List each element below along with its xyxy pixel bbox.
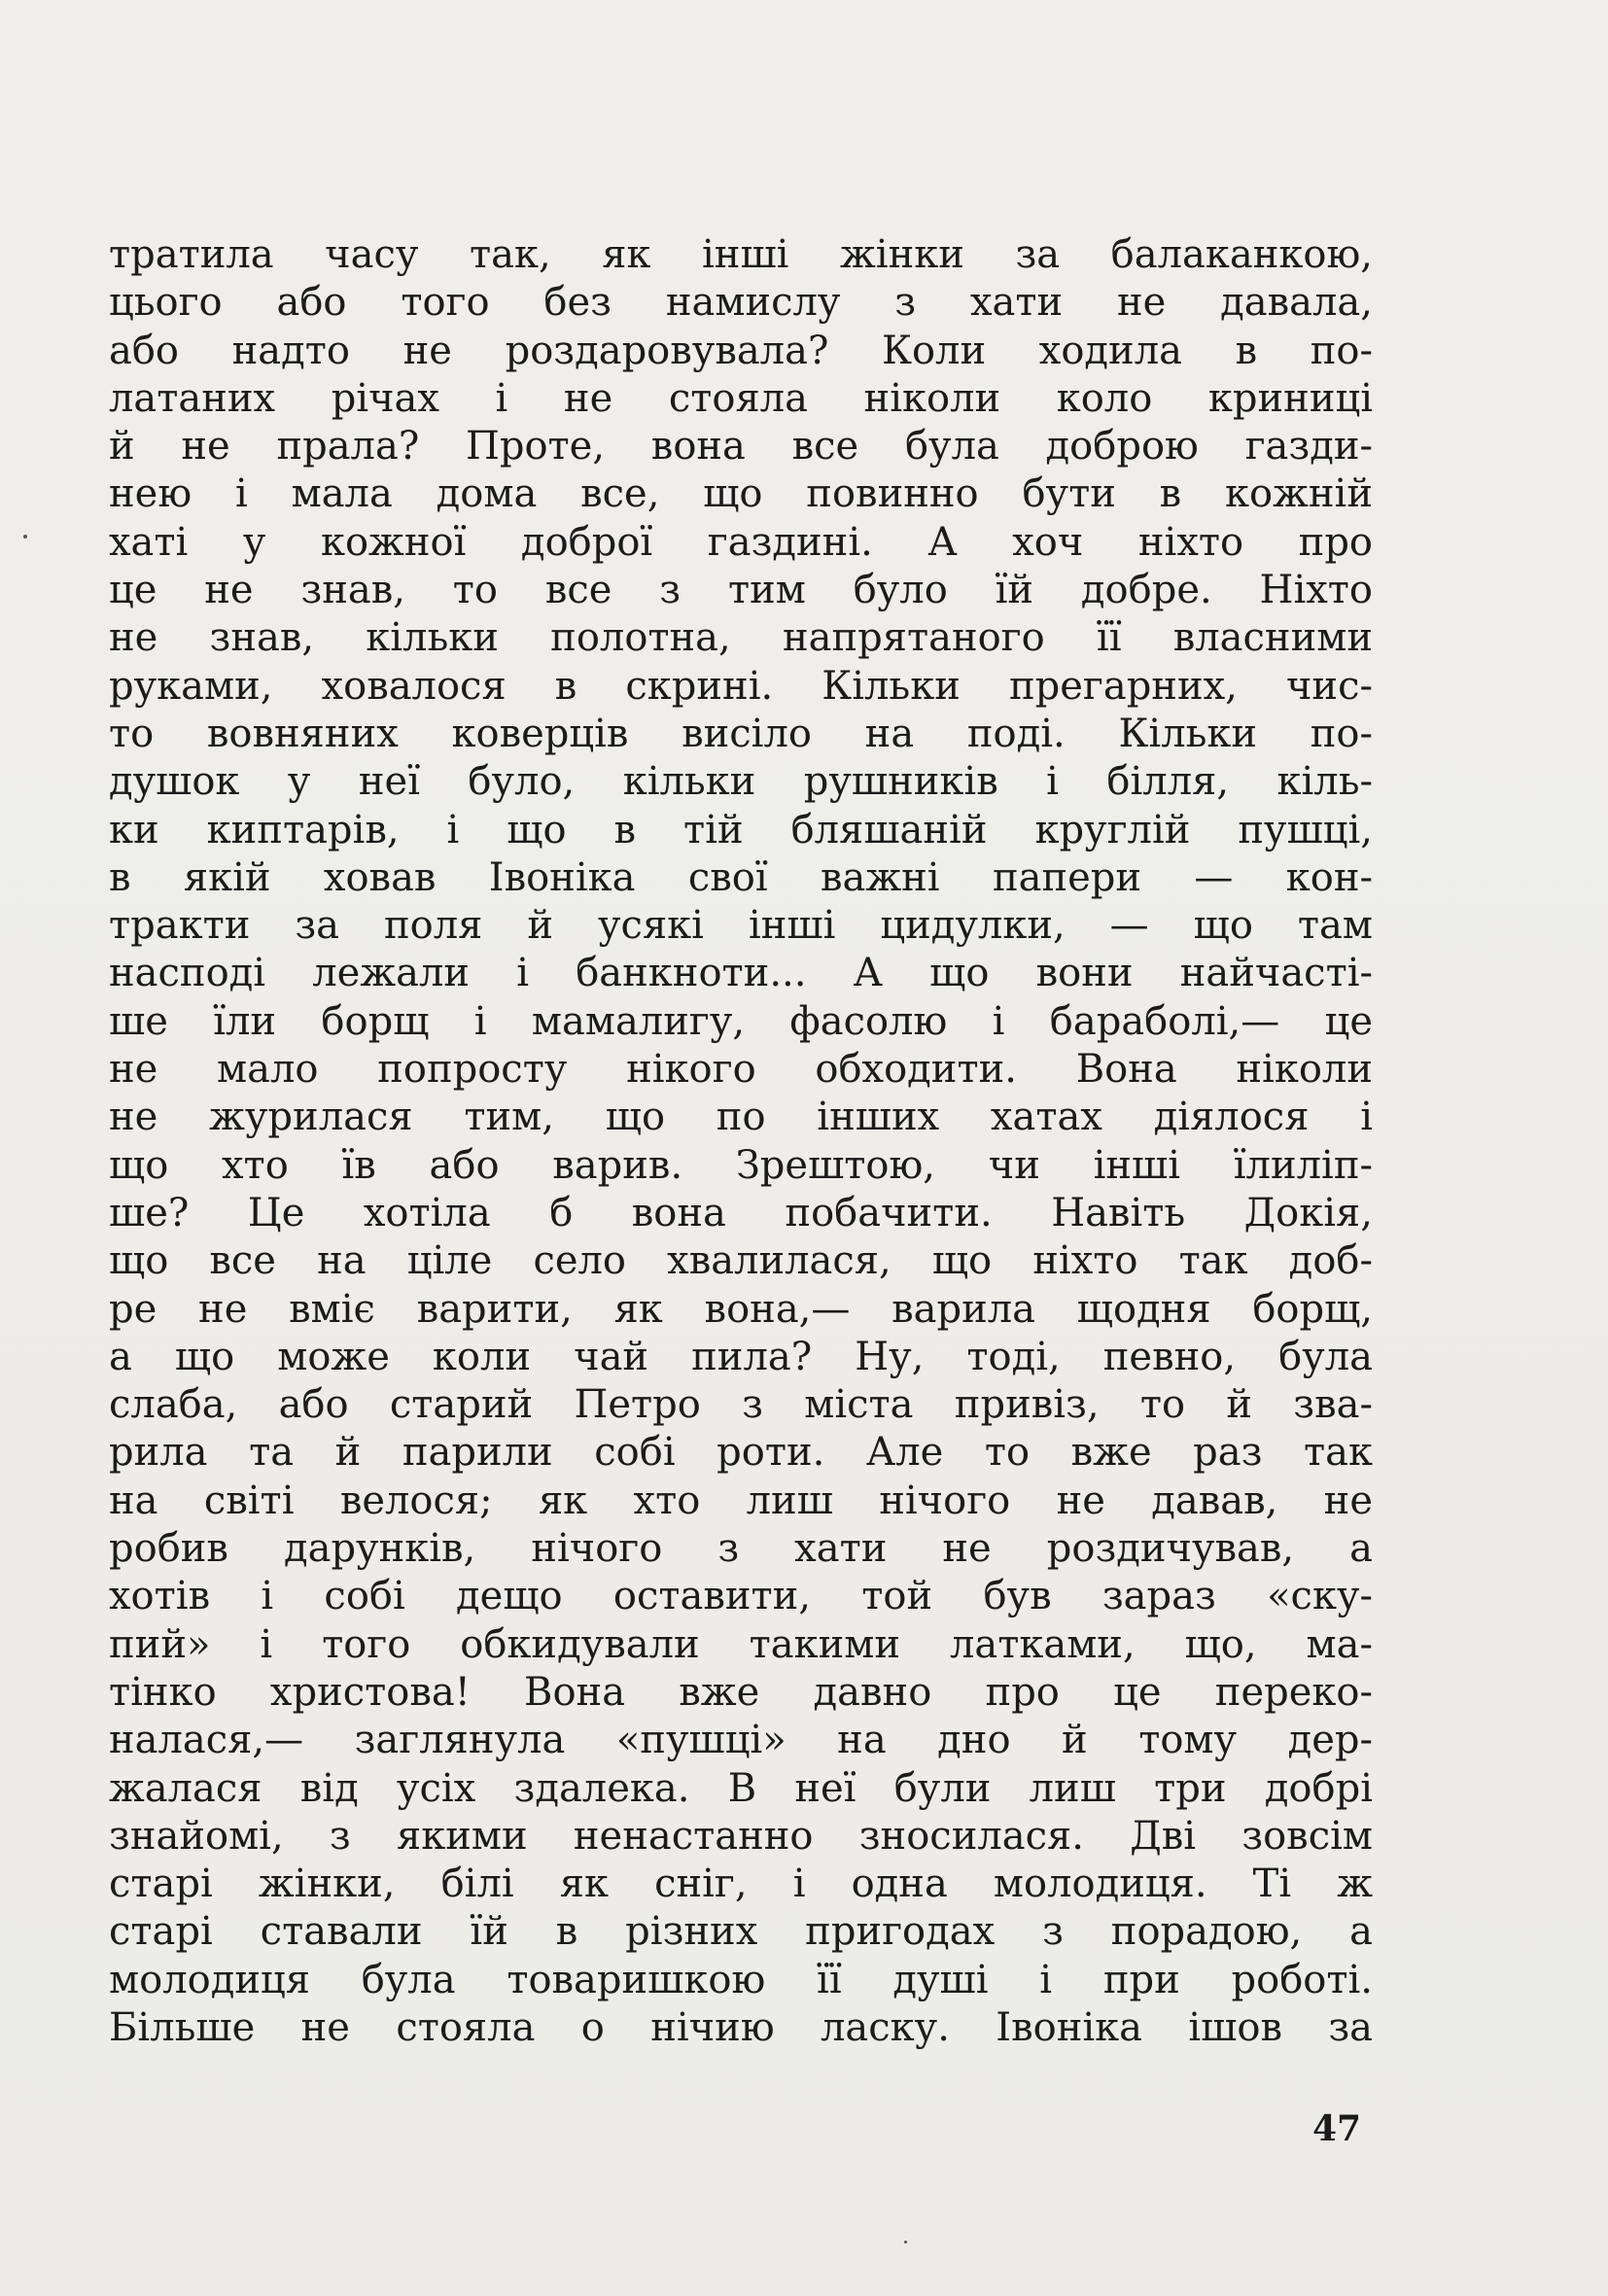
text-line: це не знав, то все з тим було їй добре. Ніхто	[109, 568, 1373, 613]
text-line: насподі лежали і банкноти... А що вони найчасті-	[109, 951, 1373, 996]
text-line: або надто не роздаровувала? Коли ходила в по-	[109, 328, 1373, 373]
text-line: не журилася тим, що по інших хатах діялося і	[109, 1095, 1373, 1140]
text-line: тратила часу так, як інші жінки за балаканкою,	[109, 232, 1373, 277]
text-line: душок у неї було, кільки рушників і білля, кіль-	[109, 759, 1373, 805]
text-line: ше їли борщ і мамалигу, фасолю і бараболі,— це	[109, 998, 1373, 1044]
text-line: на світі велося; як хто лиш нічого не давав, не	[109, 1478, 1373, 1523]
text-line: то вовняних коверців висіло на поді. Кільки по-	[109, 711, 1373, 756]
text-line: жалася від усіх здалека. В неї були лиш три добрі	[109, 1765, 1373, 1811]
body-text	[109, 231, 1373, 2052]
text-line: робив дарунків, нічого з хати не роздичував, а	[109, 1526, 1373, 1572]
text-line: Більше не стояла о нічию ласку. Івоніка ішов за	[109, 2004, 1373, 2050]
text-line: пий» і того обкидували такими латками, що, ма-	[109, 1621, 1373, 1667]
text-line: що хто їв або варив. Зрештою, чи інші їлиліп-	[109, 1142, 1373, 1188]
text-line: молодиця була товаришкою її душі і при роботі.	[109, 1957, 1373, 2002]
text-line: цього або того без намислу з хати не давала,	[109, 280, 1373, 326]
text-line: й не прала? Проте, вона все була доброю газди-	[109, 424, 1373, 470]
page-number: 47	[1312, 2108, 1362, 2149]
text-line: хаті у кожної доброї газдині. А хоч ніхто про	[109, 519, 1373, 565]
text-line: слаба, або старий Петро з міста привіз, то й зва-	[109, 1382, 1373, 1428]
text-line: латаних річах і не стояла ніколи коло криниці	[109, 375, 1373, 421]
text-line: нею і мала дома все, що повинно бути в кожній	[109, 471, 1373, 517]
text-line: а що може коли чай пила? Ну, тоді, певно, була	[109, 1334, 1373, 1379]
text-line: тракти за поля й усякі інші цидулки, — що там	[109, 903, 1373, 949]
text-line: хотів і собі дещо оставити, той був зараз «ску-	[109, 1574, 1373, 1619]
text-line: старі ставали їй в різних пригодах з порадою, а	[109, 1909, 1373, 1955]
paper-speck	[904, 2241, 907, 2244]
text-line: в якій ховав Івоніка свої важні папери — кон-	[109, 854, 1373, 900]
text-line: налася,— заглянула «пушці» на дно й тому дер-	[109, 1718, 1373, 1763]
text-line: не мало попросту нікого обходити. Вона ніколи	[109, 1047, 1373, 1093]
text-line: тінко христова! Вона вже давно про це переко-	[109, 1669, 1373, 1715]
paper-speck	[23, 535, 27, 539]
text-line: знайомі, з якими ненастанно зносилася. Дві зовсім	[109, 1813, 1373, 1859]
text-line: ки киптарів, і що в тій бляшаній круглій пушці,	[109, 807, 1373, 852]
text-line: не знав, кільки полотна, напрятаного її власними	[109, 615, 1373, 661]
text-line: що все на ціле село хвалилася, що ніхто так доб-	[109, 1238, 1373, 1284]
text-line: старі жінки, білі як сніг, і одна молодиця. Ті ж	[109, 1861, 1373, 1907]
text-line: ше? Це хотіла б вона побачити. Навіть Докія,	[109, 1190, 1373, 1235]
text-line: рила та й парили собі роти. Але то вже раз так	[109, 1430, 1373, 1476]
text-line: руками, ховалося в скрині. Кільки прегарних, чис-	[109, 663, 1373, 709]
text-line: ре не вміє варити, як вона,— варила щодня борщ,	[109, 1286, 1373, 1332]
